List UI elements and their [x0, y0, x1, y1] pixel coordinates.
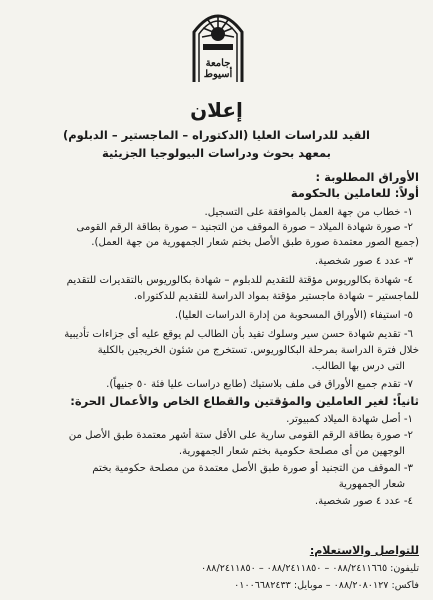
subtitle-institute: بمعهد بحوث ودراسات البيولوجيا الجزيئية [101, 146, 331, 160]
section2-item: ٣- الموقف من التجنيد أو صورة طبق الأصل معتمدة من مصلحة حكومية بختم [92, 463, 413, 474]
subtitle-programs: القيد للدراسات العليا (الدكتوراه – الماجستير – الدبلوم) [63, 128, 370, 142]
contact-phone: تليفون: ٠٨٨/٢٤١١٦٦٥ – ٠٨٨/٢٤١١٨٥٠ – ٠٨٨/٢٤١١٨٥٠ [201, 563, 419, 574]
section2-item: ١- أصل شهادة الميلاد كمبيوتر. [286, 414, 413, 425]
section1-item: ٥- استيفاء (الأوراق المسحوبة من إدارة الدراسات العليا). [174, 310, 413, 321]
section1-item: ٢- صورة شهادة الميلاد – صورة الموقف من التجنيد – صورة بطاقة الرقم القومى [76, 222, 413, 233]
section1-item: التى درس بها الطالب. [311, 361, 405, 372]
section1-heading: أولاً: للعاملين بالحكومة [290, 186, 419, 200]
section1-item: ٦- تقديم شهادة حسن سير وسلوك تفيد بأن الطالب لم يوقع عليه أى جزاءات تأديبية [64, 329, 413, 340]
section2-item: ٤- عدد ٤ صور شخصية. [314, 496, 413, 507]
required-papers-heading: الأوراق المطلوبة : [315, 170, 419, 184]
section1-item: (جميع الصور معتمدة صورة طبق الأصل بختم شعار الجمهورية من جهة العمل). [91, 237, 419, 248]
contact-fax: فاكس: ٠٨٨/٢٠٨٠١٢٧ – موبايل: ٠١٠٠٦٦٨٢٤٣٣ [234, 580, 419, 591]
section2-item: الوجهين من أى مصلحة حكومية بختم شعار الجمهورية. [178, 446, 405, 457]
section1-item: خلال فترة الدراسة بمرحلة البكالوريوس. تستخرج من شئون الخريجين بالكلية [97, 345, 419, 356]
section1-item: ٤- شهادة بكالوريوس مؤقتة للتقديم للدبلوم – شهادة بكالوريوس بالتقديرات للتقديم [66, 275, 413, 286]
section2-item: ٢- صورة بطاقة الرقم القومى سارية على الأقل ستة أشهر معتمدة طبق الأصل من [68, 430, 413, 441]
section2-item: شعار الجمهورية [338, 479, 405, 490]
logo-lettering: جامعة أسيوط [203, 58, 233, 80]
contact-heading: للتواصل والاستعلام: [309, 544, 419, 557]
section1-item: للماجستير – شهادة ماجستير مؤقتة بمواد الدراسة للتقديم للدكتوراه. [133, 291, 419, 302]
section1-item: ١- خطاب من جهة العمل بالموافقة على التسجيل. [204, 207, 413, 218]
section1-item: ٣- عدد ٤ صور شخصية. [314, 256, 413, 267]
section2-heading: ثانياً: لغير العاملين والمؤقتين والقطاع الخاص والأعمال الحرة: [70, 394, 419, 408]
section1-item: ٧- تقدم جميع الأوراق فى ملف بلاستيك (طابع دراسات عليا فئة ٥٠ جنيهاً). [106, 379, 413, 390]
page-title: إعلان [190, 98, 243, 122]
university-logo [190, 4, 246, 84]
